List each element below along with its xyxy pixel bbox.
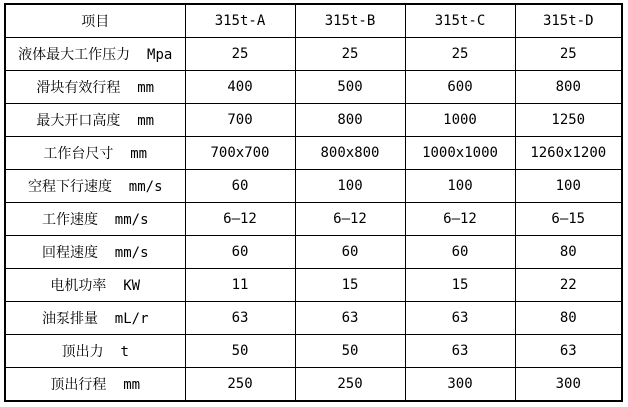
value-cell: 800	[295, 104, 405, 137]
row-label-cell: 工作台尺寸 mm	[5, 137, 185, 170]
value-cell: 500	[295, 71, 405, 104]
row-label-cell: 回程速度 mm/s	[5, 236, 185, 269]
value-cell: 63	[515, 335, 622, 368]
table-row	[5, 170, 622, 203]
value-cell: 1250	[515, 104, 622, 137]
table-row	[5, 368, 622, 402]
value-cell: 100	[405, 170, 515, 203]
table-row	[5, 71, 622, 104]
value-cell: 60	[295, 236, 405, 269]
value-cell: 63	[295, 302, 405, 335]
value-cell: 63	[185, 302, 295, 335]
row-label-cell: 滑块有效行程 mm	[5, 71, 185, 104]
header-cell-model-a: 315t-A	[185, 4, 295, 38]
value-cell: 800x800	[295, 137, 405, 170]
header-cell-model-b: 315t-B	[295, 4, 405, 38]
value-cell: 25	[295, 38, 405, 71]
table-row	[5, 203, 622, 236]
value-cell: 25	[185, 38, 295, 71]
table-row	[5, 236, 622, 269]
table-row	[5, 302, 622, 335]
table-row	[5, 38, 622, 71]
row-label-cell: 工作速度 mm/s	[5, 203, 185, 236]
value-cell: 25	[515, 38, 622, 71]
header-cell-model-c: 315t-C	[405, 4, 515, 38]
row-label-cell: 电机功率 KW	[5, 269, 185, 302]
value-cell: 400	[185, 71, 295, 104]
value-cell: 63	[405, 335, 515, 368]
value-cell: 1000x1000	[405, 137, 515, 170]
value-cell: 800	[515, 71, 622, 104]
value-cell: 25	[405, 38, 515, 71]
row-label-cell: 顶出力 t	[5, 335, 185, 368]
header-cell-model-d: 315t-D	[515, 4, 622, 38]
value-cell: 250	[295, 368, 405, 402]
value-cell: 300	[515, 368, 622, 402]
value-cell: 6—15	[515, 203, 622, 236]
value-cell: 80	[515, 236, 622, 269]
value-cell: 250	[185, 368, 295, 402]
table-row	[5, 335, 622, 368]
spec-table	[4, 3, 623, 402]
value-cell: 15	[405, 269, 515, 302]
value-cell: 700x700	[185, 137, 295, 170]
value-cell: 100	[515, 170, 622, 203]
value-cell: 1260x1200	[515, 137, 622, 170]
value-cell: 22	[515, 269, 622, 302]
row-label-cell: 空程下行速度 mm/s	[5, 170, 185, 203]
row-label-cell: 液体最大工作压力 Mpa	[5, 38, 185, 71]
header-cell-item: 项目	[5, 4, 185, 38]
value-cell: 60	[185, 236, 295, 269]
value-cell: 50	[185, 335, 295, 368]
value-cell: 15	[295, 269, 405, 302]
value-cell: 6—12	[295, 203, 405, 236]
table-row	[5, 269, 622, 302]
row-label-cell: 最大开口高度 mm	[5, 104, 185, 137]
value-cell: 63	[405, 302, 515, 335]
value-cell: 60	[185, 170, 295, 203]
header-row	[5, 4, 622, 38]
value-cell: 6—12	[405, 203, 515, 236]
row-label-cell: 顶出行程 mm	[5, 368, 185, 402]
value-cell: 11	[185, 269, 295, 302]
table-row	[5, 104, 622, 137]
value-cell: 600	[405, 71, 515, 104]
row-label-cell: 油泵排量 mL/r	[5, 302, 185, 335]
value-cell: 100	[295, 170, 405, 203]
value-cell: 6—12	[185, 203, 295, 236]
value-cell: 1000	[405, 104, 515, 137]
value-cell: 60	[405, 236, 515, 269]
value-cell: 80	[515, 302, 622, 335]
value-cell: 50	[295, 335, 405, 368]
table-row	[5, 137, 622, 170]
value-cell: 700	[185, 104, 295, 137]
value-cell: 300	[405, 368, 515, 402]
